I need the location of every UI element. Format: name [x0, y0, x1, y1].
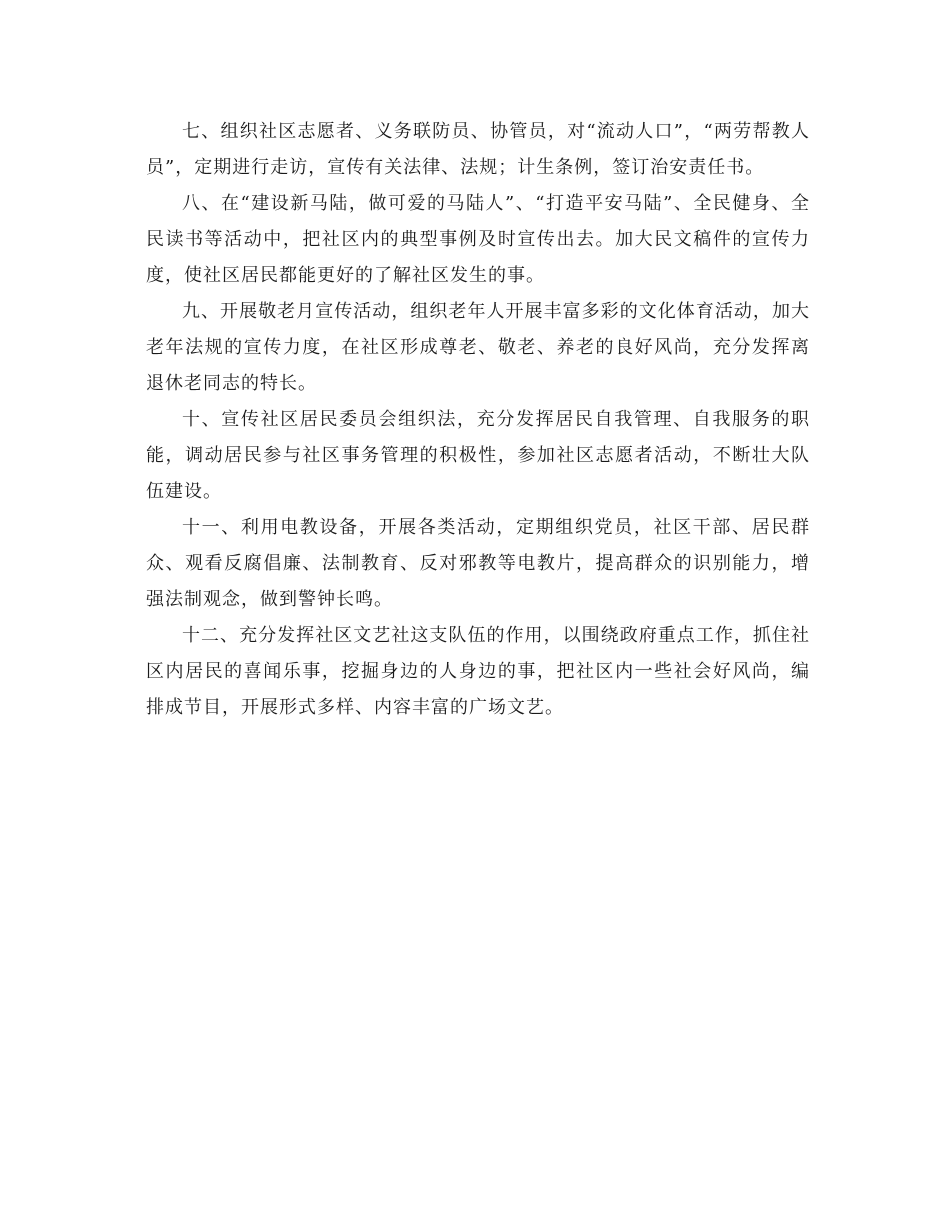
paragraph-item-9: 九、开展敬老月宣传活动，组织老年人开展丰富多彩的文化体育活动，加大老年法规的宣传力度，在社区形成尊老、敬老、养老的良好风尚，充分发挥离退休老同志的特长。: [146, 301, 810, 394]
document-body: [146, 114, 810, 726]
paragraph-item-10: 十、宣传社区居民委员会组织法，充分发挥居民自我管理、自我服务的职能，调动居民参与社区事务管理的积极性，参加社区志愿者活动，不断壮大队伍建设。: [146, 409, 810, 502]
paragraph-item-12: 十二、充分发挥社区文艺社这支队伍的作用，以围绕政府重点工作，抓住社区内居民的喜闻乐事，挖掘身边的人身边的事，把社区内一些社会好风尚，编排成节目，开展形式多样、内容丰富的广场文艺。: [146, 625, 810, 718]
paragraph-item-7: 七、组织社区志愿者、义务联防员、协管员，对“流动人口”，“两劳帮教人员”，定期进行走访，宣传有关法律、法规；计生条例，签订治安责任书。: [146, 121, 810, 178]
paragraph-item-11: 十一、利用电教设备，开展各类活动，定期组织党员，社区干部、居民群众、观看反腐倡廉、法制教育、反对邪教等电教片，提高群众的识别能力，增强法制观念，做到警钟长鸣。: [146, 517, 810, 610]
paragraph-item-8: 八、在“建设新马陆，做可爱的马陆人”、“打造平安马陆”、全民健身、全民读书等活动中，把社区内的典型事例及时宣传出去。加大民文稿件的宣传力度，使社区居民都能更好的了解社区发生的事。: [146, 193, 810, 286]
